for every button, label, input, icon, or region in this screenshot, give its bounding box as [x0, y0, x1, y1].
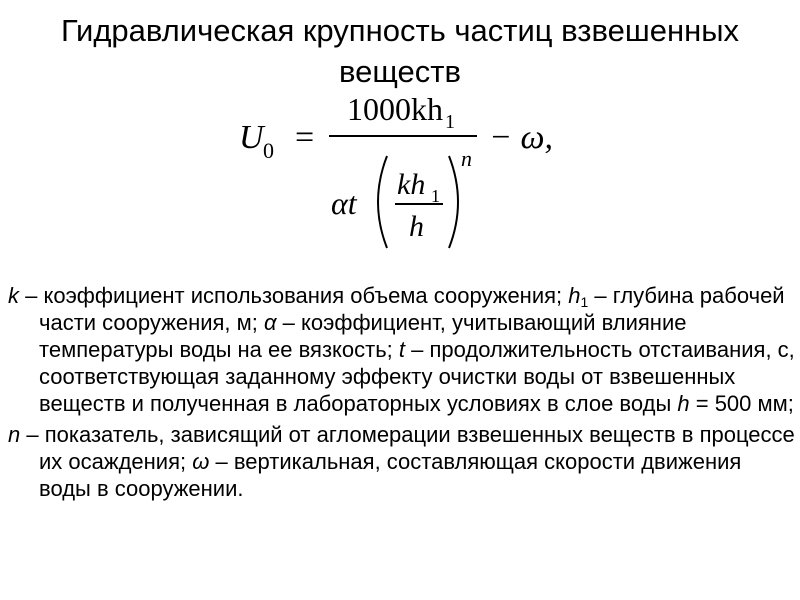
h-description: = 500 мм;	[689, 391, 794, 416]
h1-symbol: h	[568, 283, 581, 308]
t-symbol: t	[398, 337, 406, 362]
formula-lhs-sub: 0	[263, 138, 274, 163]
formula-exponent: n	[461, 146, 472, 171]
formula-lhs: U	[239, 119, 264, 156]
slide-title: Гидравлическая крупность частиц взвешенных веществ	[60, 13, 740, 89]
definitions	[8, 282, 798, 506]
left-paren	[378, 156, 387, 248]
formula-minus-omega: − ω,	[489, 119, 553, 156]
definition-paragraph-2	[8, 421, 798, 502]
t-description: – продолжительность отстаивания, с, соответствующая заданному эффекту очистки воды от взвешенных веществ и полученная в лабораторных условиях в слое воды	[39, 337, 795, 416]
n-symbol: n	[8, 422, 21, 447]
formula-numerator: 1000kh	[347, 91, 443, 127]
hydraulic-size-formula	[235, 90, 575, 260]
alpha-description: – коэффициент, учитывающий влияние температуры воды на ее вязкость;	[39, 310, 687, 362]
k-description: – коэффициент использования объема сооружения;	[19, 283, 569, 308]
right-paren	[449, 156, 458, 248]
formula-inner-numerator-sub: 1	[431, 186, 440, 206]
n-description: – показатель, зависящий от агломерации взвешенных веществ в процессе их осаждения;	[20, 422, 795, 474]
h-symbol: h	[677, 391, 690, 416]
formula-numerator-sub: 1	[445, 111, 455, 133]
alpha-symbol: α	[264, 310, 277, 335]
omega-description: – вертикальная, составляющая скорости движения воды в сооружении.	[39, 449, 742, 501]
formula-alpha-t: αt	[331, 185, 357, 221]
formula-equals: =	[295, 119, 315, 156]
definition-paragraph-1	[8, 282, 798, 417]
h1-subscript: 1	[580, 294, 589, 310]
formula-inner-denominator: h	[409, 210, 424, 243]
formula-svg	[235, 90, 575, 260]
omega-symbol: ω	[192, 449, 210, 474]
k-symbol: k	[8, 283, 19, 308]
formula-inner-numerator: kh	[397, 168, 426, 201]
h1-description: – глубина рабочей части сооружения, м;	[39, 283, 785, 335]
